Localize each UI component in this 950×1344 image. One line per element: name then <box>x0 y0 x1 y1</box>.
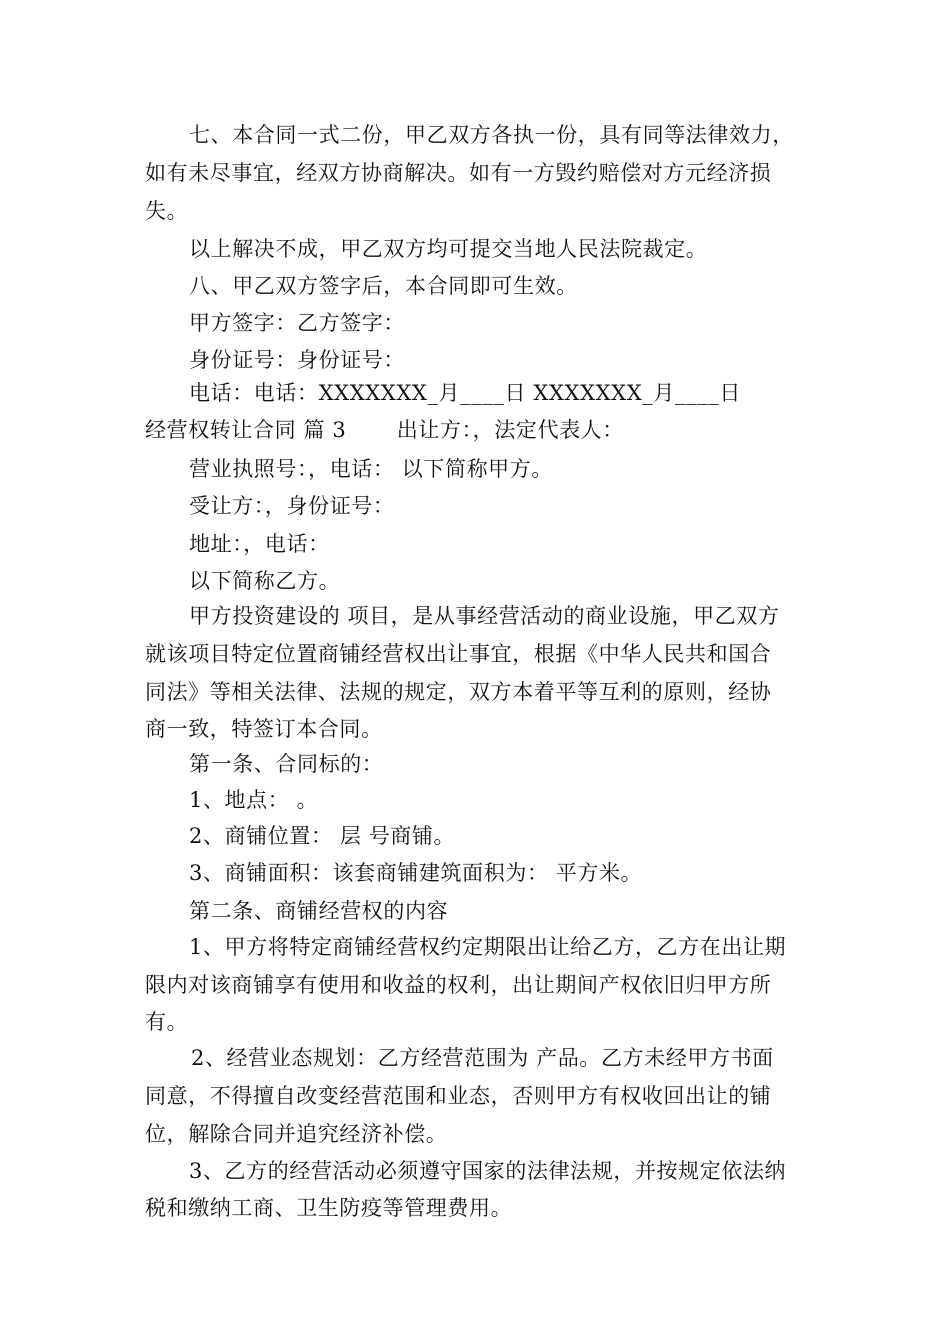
text-line: 2、经营业态规划：乙方经营范围为 产品。乙方未经甲方书面 <box>191 1046 774 1070</box>
text-line: 有。 <box>145 1010 189 1034</box>
text-line: 营业执照号：，电话： 以下简称甲方。 <box>189 457 553 481</box>
text-line: 电话：电话：XXXXXXX_月____日 XXXXXXX_月____日 <box>189 381 741 405</box>
text-line: 1、甲方将特定商铺经营权约定期限出让给乙方，乙方在出让期 <box>189 935 787 959</box>
text-line: 1、地点： 。 <box>189 788 319 812</box>
text-line: 税和缴纳工商、卫生防疫等管理费用。 <box>145 1196 513 1220</box>
article-heading: 第一条、合同标的： <box>189 752 384 776</box>
text-line: 以下简称乙方。 <box>189 569 341 593</box>
text-line: 限内对该商铺享有使用和收益的权利，出让期间产权依旧归甲方所 <box>145 973 772 997</box>
text-line: 就该项目特定位置商铺经营权出让事宜，根据《中华人民共和国合 <box>145 642 772 666</box>
text-line: 七、本合同一式二份，甲乙双方各执一份，具有同等法律效力， <box>189 123 794 147</box>
text-line: 3、乙方的经营活动必须遵守国家的法律法规，并按规定依法纳 <box>189 1159 787 1183</box>
article-heading: 第二条、商铺经营权的内容 <box>189 899 449 923</box>
text-line: 八、甲乙双方签字后，本合同即可生效。 <box>189 274 578 298</box>
text-line: 地址：，电话： <box>189 532 330 556</box>
text-line: 甲方签字：乙方签字： <box>189 311 405 335</box>
text-line: 身份证号：身份证号： <box>189 348 405 372</box>
text-line: 同法》等相关法律、法规的规定，双方本着平等互利的原则，经协 <box>145 680 772 704</box>
text-line: 位，解除合同并追究经济补偿。 <box>145 1122 448 1146</box>
text-line: 同意，不得擅自改变经营范围和业态，否则甲方有权收回出让的铺 <box>145 1084 772 1108</box>
text-line: 商一致，特签订本合同。 <box>145 717 383 741</box>
text-line: 以上解决不成，甲乙双方均可提交当地人民法院裁定。 <box>189 237 708 261</box>
text-line: 受让方：，身份证号： <box>189 494 395 518</box>
section-heading: 经营权转让合同 篇 3 出让方：，法定代表人： <box>145 418 624 442</box>
text-line: 甲方投资建设的 项目，是从事经营活动的商业设施，甲乙双方 <box>189 604 780 628</box>
text-line: 3、商铺面积：该套商铺建筑面积为： 平方米。 <box>189 861 643 885</box>
text-line: 如有未尽事宜，经双方协商解决。如有一方毁约赔偿对方元经济损 <box>145 161 772 185</box>
text-line: 2、商铺位置： 层 号商铺。 <box>189 824 456 848</box>
text-line: 失。 <box>145 199 189 223</box>
